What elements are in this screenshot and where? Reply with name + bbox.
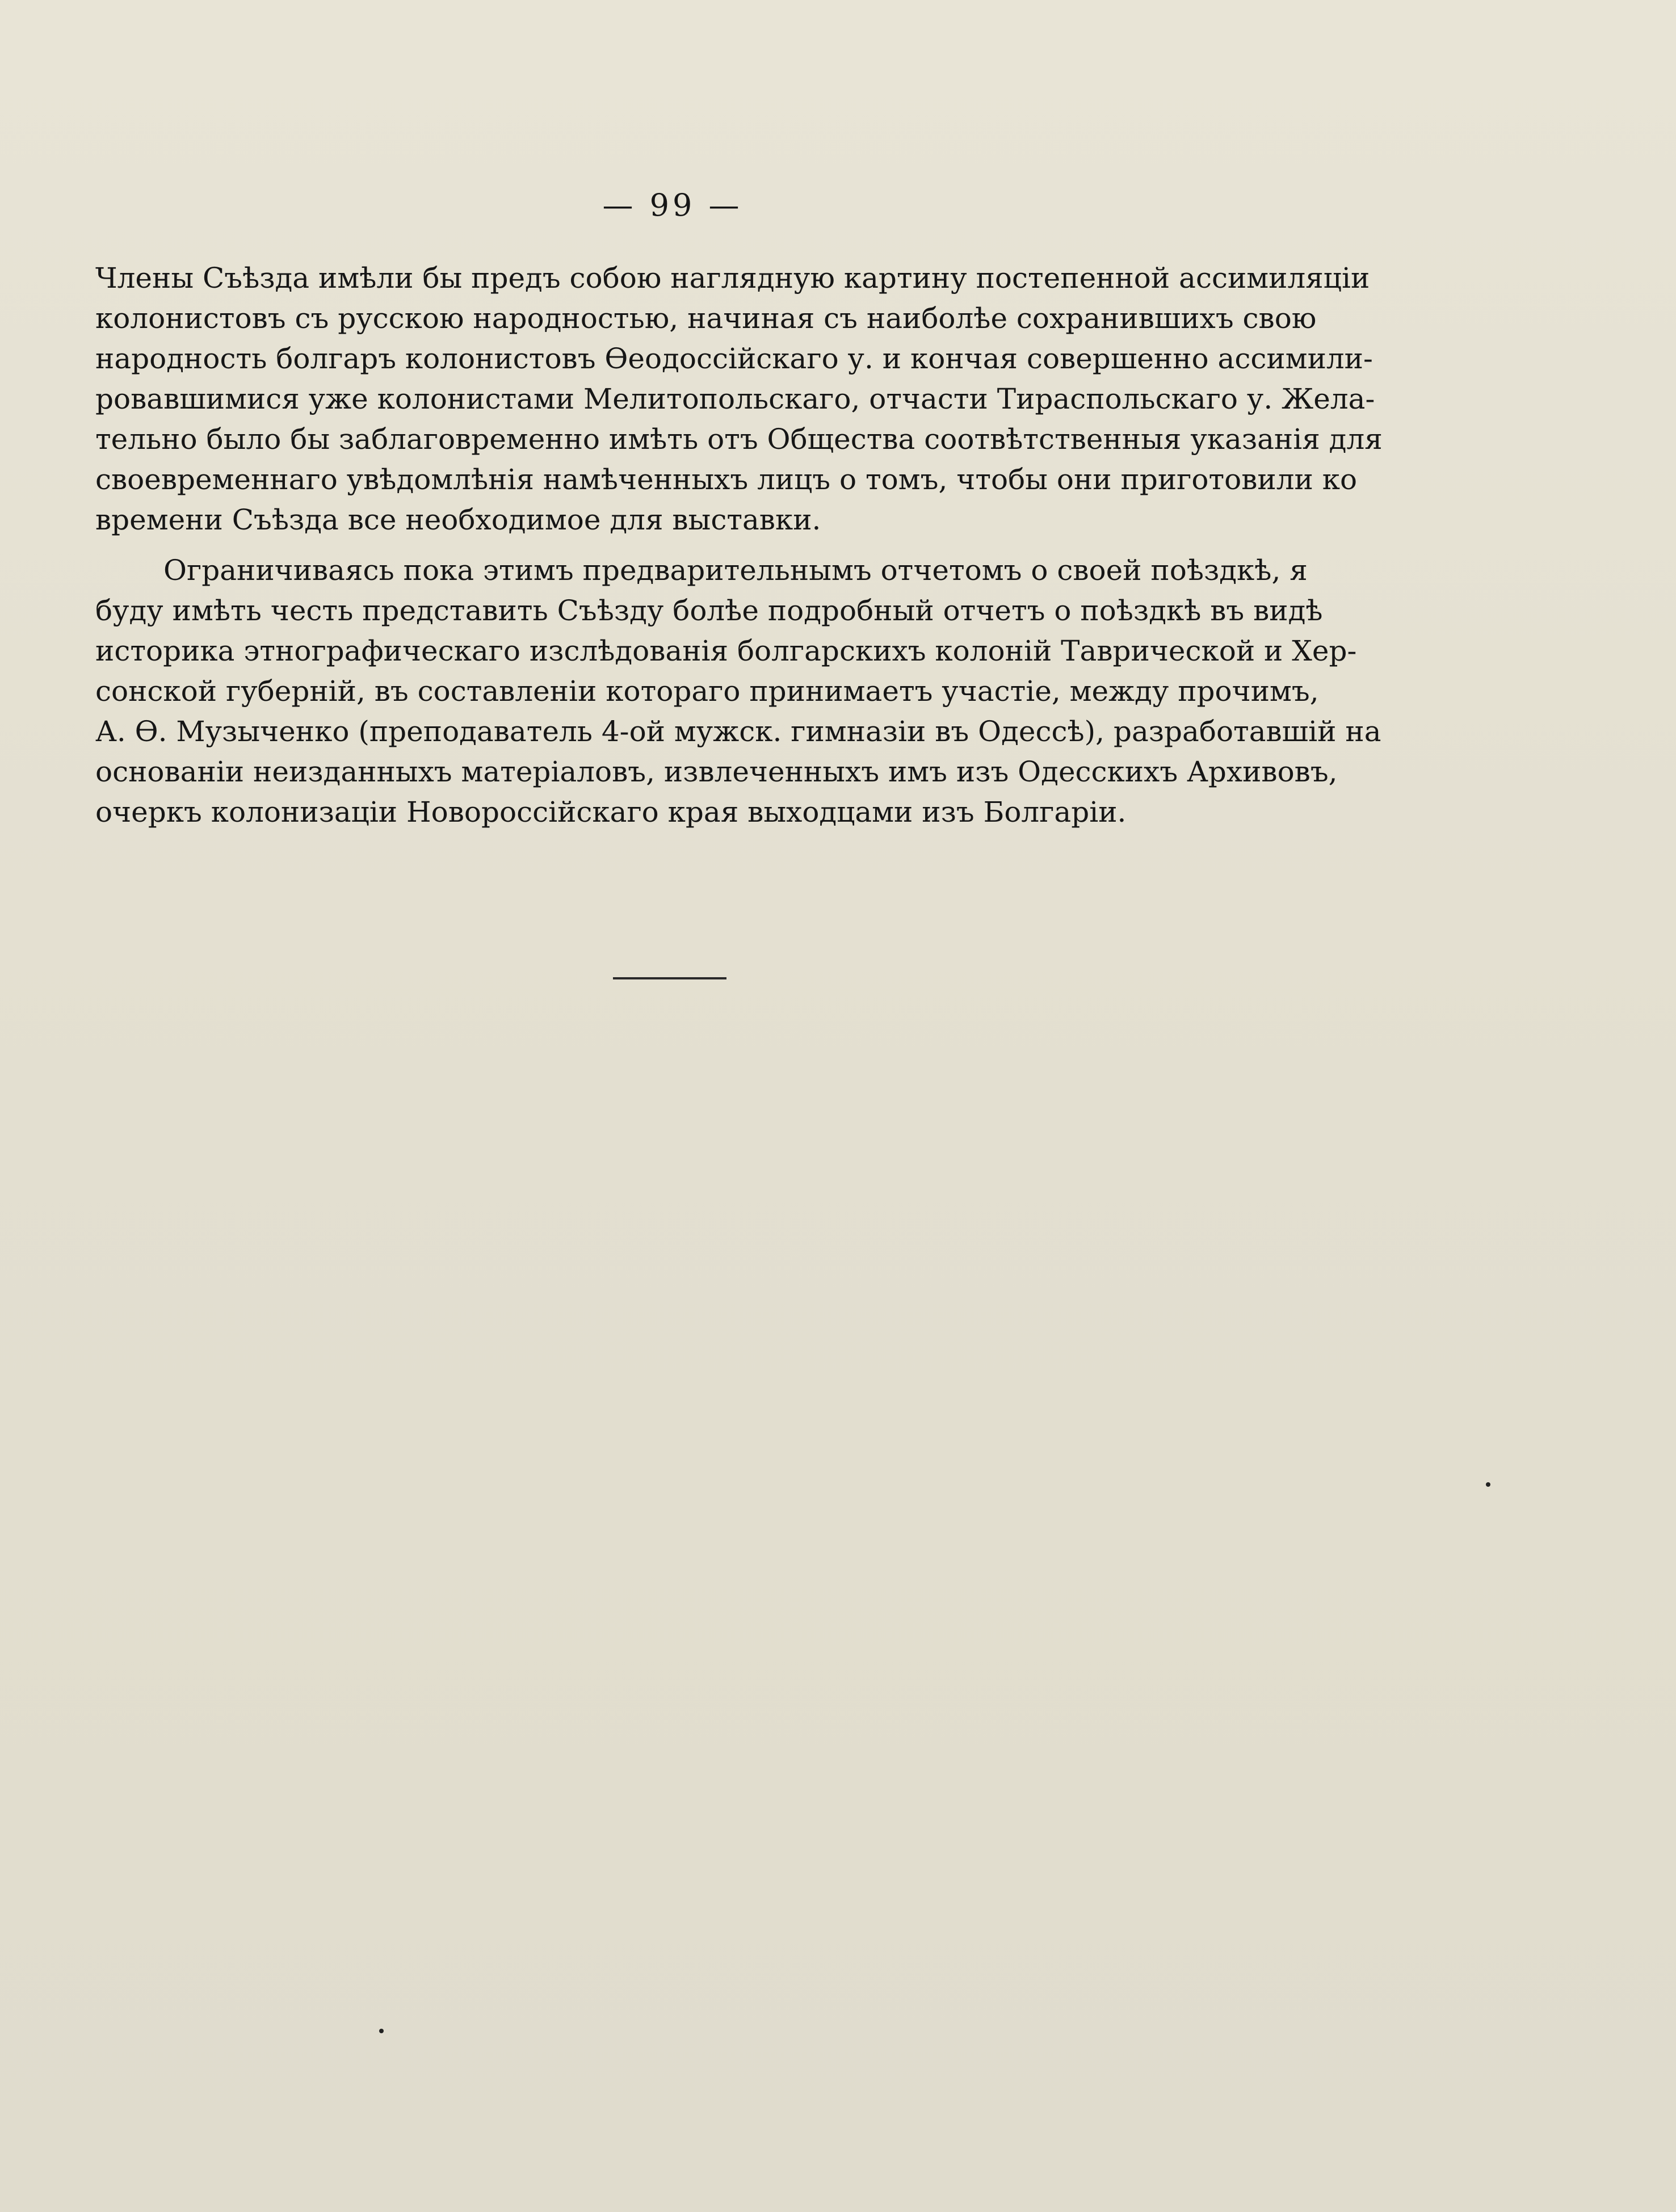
- text-line: историка этнографическаго изслѣдованія болгарскихъ колоній Таврической и Хер-: [95, 634, 1357, 667]
- text-line: своевременнаго увѣдомлѣнія намѣченныхъ лицъ о томъ, чтобы они приготовили ко: [95, 463, 1358, 496]
- paragraph-1: [95, 258, 1383, 540]
- section-divider: [613, 977, 726, 979]
- text-line: народность болгаръ колонистовъ Ѳеодоссійскаго у. и кончая совершенно ассимили-: [95, 342, 1373, 375]
- text-line: времени Съѣзда все необходимое для выставки.: [95, 503, 821, 536]
- page-number: — 99 —: [602, 187, 743, 223]
- body-text: [95, 258, 1383, 832]
- text-line: сонской губерній, въ составленіи котораго принимаетъ участіе, между прочимъ,: [95, 675, 1319, 708]
- text-line: Ограничиваясь пока этимъ предварительнымъ отчетомъ о своей поѣздкѣ, я: [163, 554, 1308, 587]
- text-line: А. Ѳ. Музыченко (преподаватель 4-ой мужск. гимназіи въ Одессѣ), разработавшій на: [95, 715, 1381, 748]
- text-line: основаніи неизданныхъ матеріаловъ, извлеченныхъ имъ изъ Одесскихъ Архивовъ,: [95, 755, 1338, 788]
- ink-speck: [1486, 1482, 1490, 1487]
- text-line: колонистовъ съ русскою народностью, начиная съ наиболѣе сохранившихъ свою: [95, 302, 1317, 335]
- text-line: тельно было бы заблаговременно имѣть отъ Общества соотвѣтственныя указанія для: [95, 423, 1383, 456]
- text-line: ровавшимися уже колонистами Мелитопольскаго, отчасти Тираспольскаго у. Жела-: [95, 382, 1375, 415]
- paragraph-2: [95, 550, 1381, 832]
- ink-speck: [379, 2029, 384, 2033]
- text-line: Члены Съѣзда имѣли бы предъ собою наглядную картину постепенной ассимиляціи: [95, 262, 1370, 295]
- text-line: буду имѣть честь представить Съѣзду болѣе подробный отчетъ о поѣздкѣ въ видѣ: [95, 594, 1323, 627]
- text-line: очеркъ колонизаціи Новороссійскаго края выходцами изъ Болгаріи.: [95, 796, 1127, 829]
